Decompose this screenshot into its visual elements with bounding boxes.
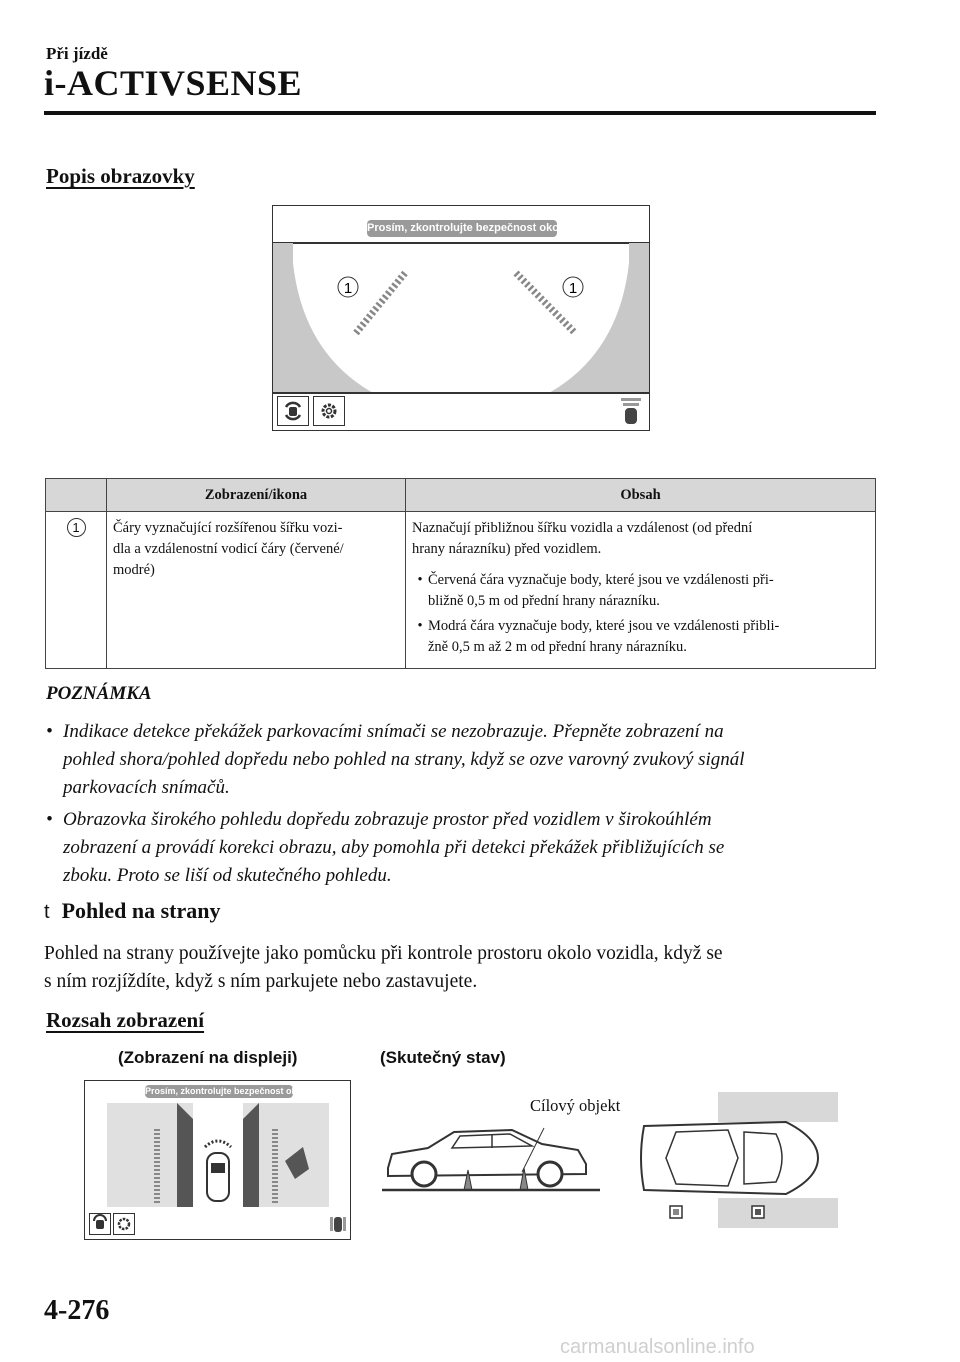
screen-description-title: Popis obrazovky xyxy=(46,164,195,188)
view-switch-button-small[interactable] xyxy=(89,1213,111,1235)
content-bullet: • Modrá čára vyznačuje body, které jsou ve vzdálenosti přibli- žně 0,5 m až 2 m od přední hrany nárazníku. xyxy=(412,616,869,658)
side-camera-view xyxy=(85,1099,350,1209)
note-2-line-1: Obrazovka širokého pohledu dopředu zobrazuje prostor před vozidlem v širokoúhlém xyxy=(63,809,712,830)
caption-actual: (Skutečný stav) xyxy=(380,1048,506,1067)
row-icon-cell xyxy=(107,512,406,669)
car-top-illustration xyxy=(636,1088,840,1230)
bullet-2-line-1: Modrá čára vyznačuje body, které jsou ve vzdálenosti přibli- xyxy=(428,618,780,634)
note-2-line-2: zobrazení a provádí korekci obrazu, aby pomohla při detekci překážek přibližujících se xyxy=(63,837,725,858)
icon-line-1: Čáry vyznačující rozšířenou šířku vozi- xyxy=(113,520,343,536)
bullet-2-line-2: žně 0,5 m až 2 m od přední hrany nárazníku. xyxy=(428,639,687,655)
note-1-line-3: parkovacích snímačů. xyxy=(63,777,230,798)
caption-display: (Zobrazení na displeji) xyxy=(118,1048,298,1067)
content-line-2: hrany nárazníku) před vozidlem. xyxy=(412,541,602,557)
wide-view-area xyxy=(273,243,649,393)
page-title: i-ACTIVSENSE xyxy=(44,63,303,103)
bullet-1-line-2: bližně 0,5 m od přední hrany nárazníku. xyxy=(428,593,660,609)
parking-sensor-icon xyxy=(617,396,645,428)
heading-marker: t xyxy=(44,901,50,923)
note-1-line-2: pohled shora/pohled dopředu nebo pohled na strany, když se ozve varovný zvukový signál xyxy=(63,749,745,770)
content-line-1: Naznačují přibližnou šířku vozidla a vzdálenost (od přední xyxy=(412,520,753,536)
side-view-heading xyxy=(44,898,220,924)
note-title: POZNÁMKA xyxy=(46,683,152,704)
target-object-label: Cílový objekt xyxy=(530,1096,621,1115)
table-header-num xyxy=(46,479,107,512)
view-switch-icon xyxy=(90,1214,110,1234)
note-2-line-3: zboku. Proto se liší od skutečného pohledu. xyxy=(63,865,392,886)
table-header-icon: Zobrazení/ikona xyxy=(107,479,406,512)
display-range-title: Rozsah zobrazení xyxy=(46,1008,205,1032)
icon-line-3: modré) xyxy=(113,562,155,578)
row-number-cell xyxy=(46,512,107,669)
bullet-1-line-1: Červená čára vyznačuje body, které jsou ve vzdálenosti při- xyxy=(428,572,774,588)
callout-right: 1 xyxy=(568,280,578,297)
body-line-2: s ním rozjíždíte, když s ním parkujete nebo zastavujete. xyxy=(44,971,478,992)
watermark-footer: carmanualsonline.info xyxy=(560,1336,755,1358)
car-side-illustration xyxy=(382,1120,602,1200)
settings-button[interactable] xyxy=(313,396,345,426)
section-breadcrumb: Při jízdě xyxy=(46,44,108,63)
note-1-line-1: Indikace detekce překážek parkovacími snímači se nezobrazuje. Přepněte zobrazení na xyxy=(63,721,724,742)
view-switch-button[interactable] xyxy=(277,396,309,426)
safety-banner-small: Prosím, zkontrolujte bezpečnost okolí xyxy=(145,1086,308,1096)
callout-left: 1 xyxy=(343,280,353,297)
side-view-screen-illustration xyxy=(84,1080,351,1240)
row-content-cell xyxy=(406,512,876,669)
note-list xyxy=(46,718,876,894)
body-line-1: Pohled na strany používejte jako pomůcku při kontrole prostoru okolo vozidla, když se xyxy=(44,943,723,964)
settings-button-small[interactable] xyxy=(113,1213,135,1235)
header-rule xyxy=(44,111,876,115)
table-row xyxy=(46,512,876,669)
note-item: • Obrazovka širokého pohledu dopředu zobrazuje prostor před vozidlem v širokoúhlém zobrazení a provádí korekci obrazu, aby pomohla při detekci překážek přibližujících se zboku. Proto se liší od skutečného pohledu. xyxy=(46,806,876,890)
gear-icon xyxy=(114,1214,134,1234)
toolbar-divider xyxy=(273,392,649,394)
content-bullet: • Červená čára vyznačuje body, které jsou ve vzdálenosti při- bližně 0,5 m od přední hrany nárazníku. xyxy=(412,570,869,612)
camera-screen-illustration xyxy=(272,205,650,431)
parking-sensor-icon-small xyxy=(329,1213,347,1235)
gear-icon xyxy=(314,397,344,425)
side-view-body xyxy=(44,940,874,996)
note-item: • Indikace detekce překážek parkovacími snímači se nezobrazuje. Přepněte zobrazení na pohled shora/pohled dopředu nebo pohled na strany, když se ozve varovný zvukový signál parkovacích snímačů. xyxy=(46,718,876,802)
icon-line-2: dla a vzdálenostní vodicí čáry (červené/ xyxy=(113,541,344,557)
table-header-content: Obsah xyxy=(406,479,876,512)
page-number: 4-276 xyxy=(44,1295,110,1326)
side-view-heading-text: Pohled na strany xyxy=(61,898,221,923)
description-table xyxy=(45,478,876,669)
row-number: 1 xyxy=(67,518,86,537)
safety-banner: Prosím, zkontrolujte bezpečnost okolí xyxy=(367,220,557,237)
view-switch-icon xyxy=(278,397,308,425)
